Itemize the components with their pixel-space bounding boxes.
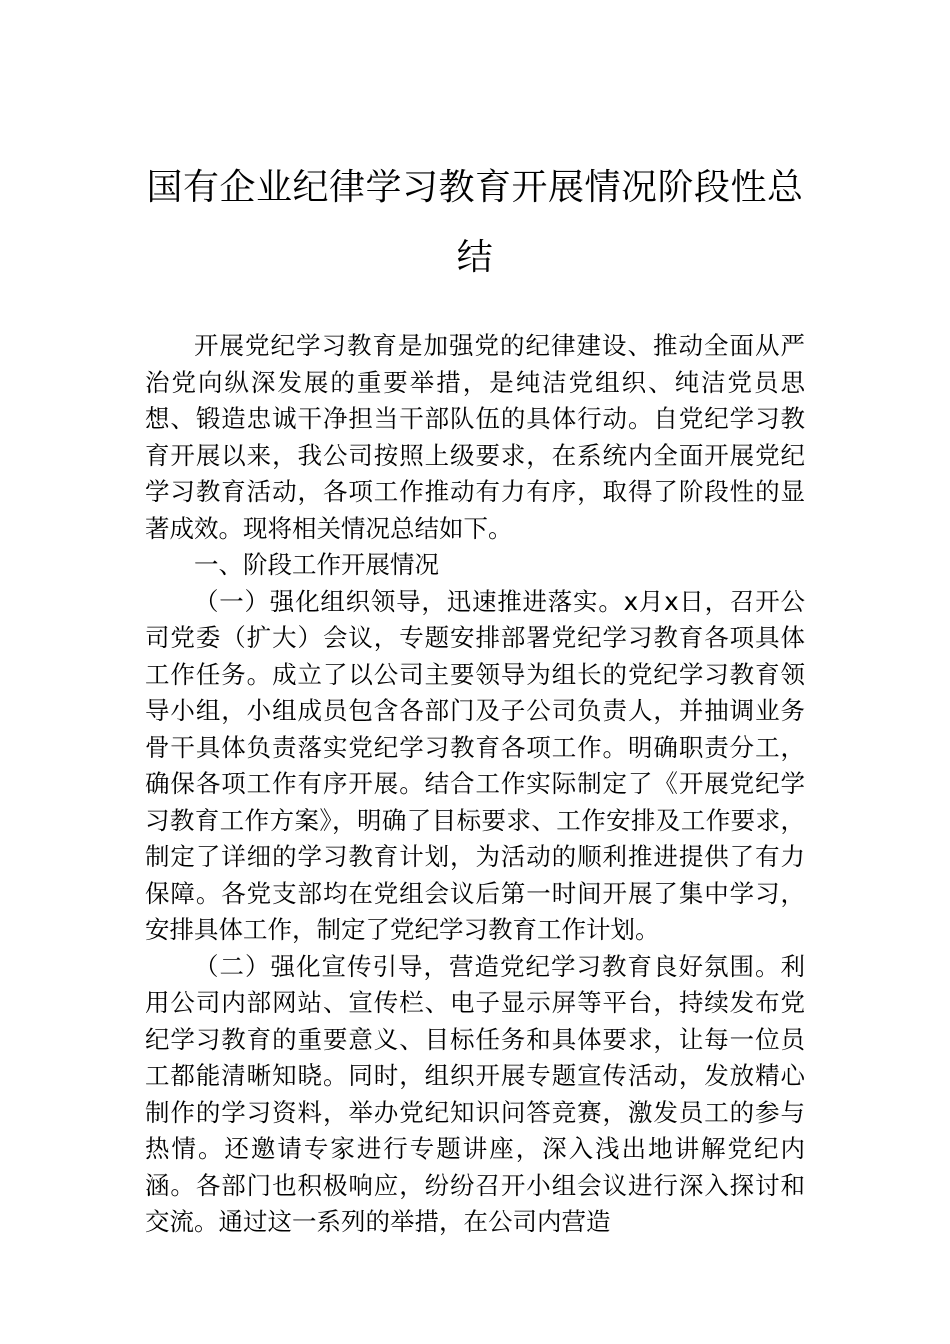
- paragraph-intro: 开展党纪学习教育是加强党的纪律建设、推动全面从严治党向纵深发展的重要举措，是纯洁党组织、纯洁党员思想、锻造忠诚干净担当干部队伍的具体行动。自党纪学习教育开展以来，我公司按照上级要求，在系统内全面开展党纪学习教育活动，各项工作推动有力有序，取得了阶段性的显著成效。现将相关情况总结如下。: [145, 331, 805, 543]
- document-title-line2: 结: [456, 237, 494, 278]
- paragraph-publicity: （二）强化宣传引导，营造党纪学习教育良好氛围。利用公司内部网站、宣传栏、电子显示屏等平台，持续发布党纪学习教育的重要意义、目标任务和具体要求，让每一位员工都能清晰知晓。同时，组织开展专题宣传活动，发放精心制作的学习资料，举办党纪知识问答竞赛，激发员工的参与热情。还邀请专家进行专题讲座，深入浅出地讲解党纪内涵。各部门也积极响应，纷纷召开小组会议进行深入探讨和交流。通过这一系列的举措，在公司内营造: [145, 951, 805, 1236]
- paragraph-organization: （一）强化组织领导，迅速推进落实。x月x日，召开公司党委（扩大）会议，专题安排部署党纪学习教育各项具体工作任务。成立了以公司主要领导为组长的党纪学习教育领导小组，小组成员包含各部门及子公司负责人，并抽调业务骨干具体负责落实党纪学习教育各项工作。明确职责分工，确保各项工作有序开展。结合工作实际制定了《开展党纪学习教育工作方案》，明确了目标要求、工作安排及工作要求，制定了详细的学习教育计划，为活动的顺利推进提供了有力保障。各党支部均在党组会议后第一时间开展了集中学习，安排具体工作，制定了党纪学习教育工作计划。: [145, 586, 805, 944]
- document-body: [145, 328, 805, 1241]
- document-title-line1: 国有企业纪律学习教育开展情况阶段性总: [146, 167, 804, 208]
- section-heading-1: 一、阶段工作开展情况: [194, 550, 439, 579]
